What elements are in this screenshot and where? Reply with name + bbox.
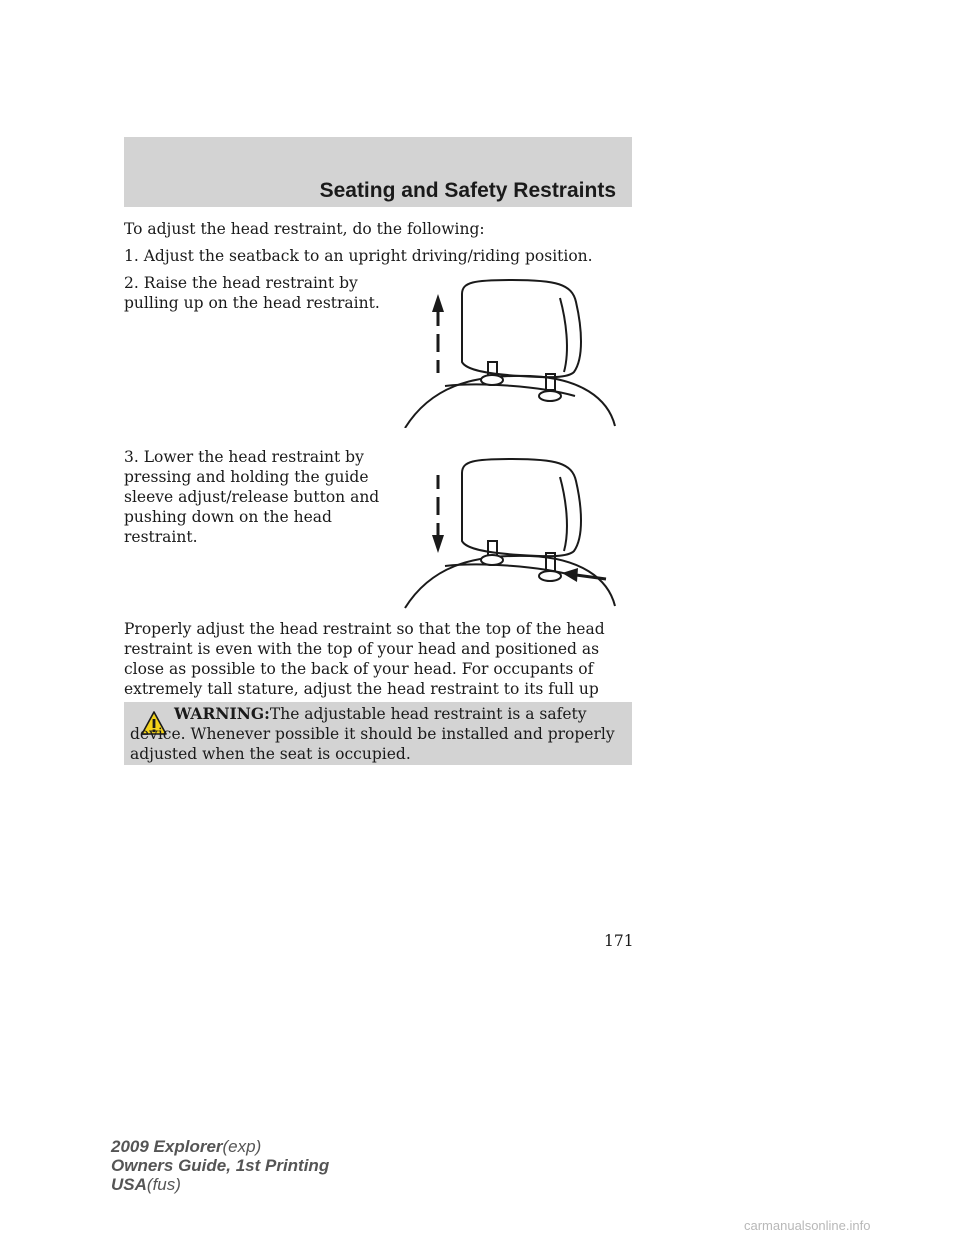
site-watermark: carmanualsonline.info xyxy=(744,1218,871,1233)
adjustment-paragraph: Properly adjust the head restraint so that the top of the head restraint is even with the top of your head and positioned as close as possible to the back of your head. For occupants of extremely tall stature, adjust the head restraint to its full up xyxy=(124,620,605,698)
warning-label: WARNING: xyxy=(174,704,270,723)
footer-market: USA xyxy=(111,1175,147,1194)
section-header-band xyxy=(124,137,632,207)
step-3-text: 3. Lower the head restraint by pressing and holding the guide sleeve adjust/release button and pushing down on the head restraint. xyxy=(124,448,380,546)
lower-arrow xyxy=(432,475,444,553)
head-restraint-lower-illustration xyxy=(400,455,620,610)
section-title: Seating and Safety Restraints xyxy=(319,179,616,202)
footer-market-code: (fus) xyxy=(146,1175,181,1194)
footer-model-code: (exp) xyxy=(222,1137,262,1156)
step-2-text: 2. Raise the head restraint by pulling up on the head restraint. xyxy=(124,274,380,312)
warning-box xyxy=(124,702,632,765)
page-number: 171 xyxy=(604,932,634,950)
warning-text xyxy=(124,704,626,764)
step-1-text: 1. Adjust the seatback to an upright driving/riding position. xyxy=(124,247,593,265)
footer-model: 2009 Explorer xyxy=(111,1137,223,1156)
footer-guide: Owners Guide, 1st Printing xyxy=(111,1156,330,1175)
head-restraint-raise-illustration xyxy=(400,278,620,428)
intro-text: To adjust the head restraint, do the following: xyxy=(124,220,485,238)
warning-body: The adjustable head restraint is a safety device. Whenever possible it should be installed and properly adjusted when the seat is occupied. xyxy=(130,705,615,763)
raise-arrow xyxy=(432,294,444,373)
document-footer xyxy=(111,1137,329,1194)
